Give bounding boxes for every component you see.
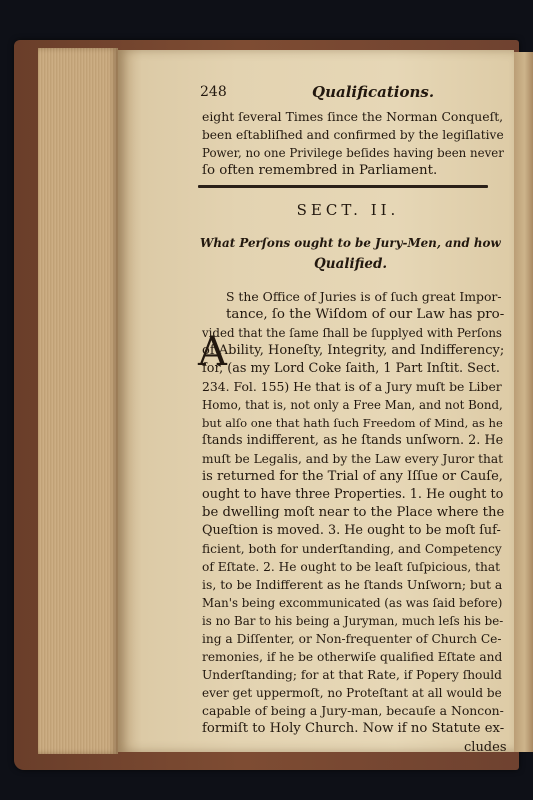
- body-line: formiſt to Holy Church. Now if no Statute ex-: [202, 721, 505, 736]
- body-line: ought to have three Properties. 1. He ought to: [202, 487, 504, 502]
- body-line: ſo often remembred in Parliament.: [202, 163, 438, 178]
- section-subtitle: Qualified.: [314, 256, 388, 272]
- body-line: be dwelling moſt near to the Place where the: [202, 505, 505, 520]
- page-number: 248: [200, 84, 227, 100]
- body-line: but alſo one that hath ſuch Freedom of Mind, as he: [202, 416, 503, 430]
- body-line: is no Bar to his being a Juryman, much leſs his be-: [202, 614, 504, 628]
- body-line: been eſtabliſhed and confirmed by the legiſlative: [202, 128, 504, 142]
- section-subtitle: What Perſons ought to be Jury-Men, and how: [200, 236, 501, 250]
- body-line: Man's being excommunicated (as was ſaid before): [202, 596, 503, 610]
- body-line: ing a Diſſenter, or Non-frequenter of Church Ce-: [202, 632, 502, 646]
- body-line: Homo, that is, not only a Free Man, and not Bond,: [202, 398, 503, 412]
- body-line: of Ability, Honeſty, Integrity, and Indifferency;: [202, 343, 505, 358]
- facing-page-edge: [512, 52, 533, 752]
- body-line: Queſtion is moved. 3. He ought to be moſt ſuf-: [202, 523, 501, 538]
- body-line: muſt be Legalis, and by the Law every Juror that: [202, 452, 504, 466]
- body-line: S the Office of Juries is of ſuch great Impor-: [226, 289, 502, 304]
- body-line: eight ſeveral Times ſince the Norman Conqueſt,: [202, 109, 504, 124]
- book-page: [118, 50, 514, 755]
- body-line: is, to be Indifferent as he ſtands Unſworn; but a: [202, 577, 503, 592]
- body-line: for, (as my Lord Coke ſaith, 1 Part Inſtit. Sect.: [202, 361, 500, 376]
- running-title: Qualifications.: [312, 83, 435, 101]
- body-line: remonies, if he be otherwiſe qualified Eſtate and: [202, 650, 503, 664]
- running-head: [200, 84, 490, 104]
- body-line: ſtands indifferent, as he ſtands unſworn. 2. He: [202, 433, 504, 448]
- body-line: tance, ſo the Wiſdom of our Law has pro-: [226, 307, 505, 322]
- body-line: is returned for the Trial of any Iſſue or Cauſe,: [202, 469, 503, 484]
- body-line: ever get uppermoſt, no Proteſtant at all would be: [202, 686, 502, 700]
- page-edges: [38, 48, 118, 754]
- section-heading: SECT. II.: [296, 201, 400, 219]
- section-rule: [198, 185, 488, 188]
- catchword: cludes: [464, 740, 507, 755]
- body-line: of Eſtate. 2. He ought to be leaſt ſuſpicious, that: [202, 560, 501, 574]
- body-line: Underſtanding; for at that Rate, if Popery ſhould: [202, 668, 502, 682]
- body-line: capable of being a Jury-man, becauſe a Noncon-: [202, 703, 504, 718]
- body-line: ficient, both for underſtanding, and Competency: [202, 542, 502, 556]
- body-line: Power, no one Privilege beſides having been never: [202, 146, 504, 160]
- drop-cap: A: [198, 329, 227, 375]
- body-line: vided that the ſame ſhall be ſupplyed with Perſons: [202, 326, 502, 340]
- body-line: 234. Fol. 155) He that is of a Jury muſt be Liber: [202, 379, 502, 394]
